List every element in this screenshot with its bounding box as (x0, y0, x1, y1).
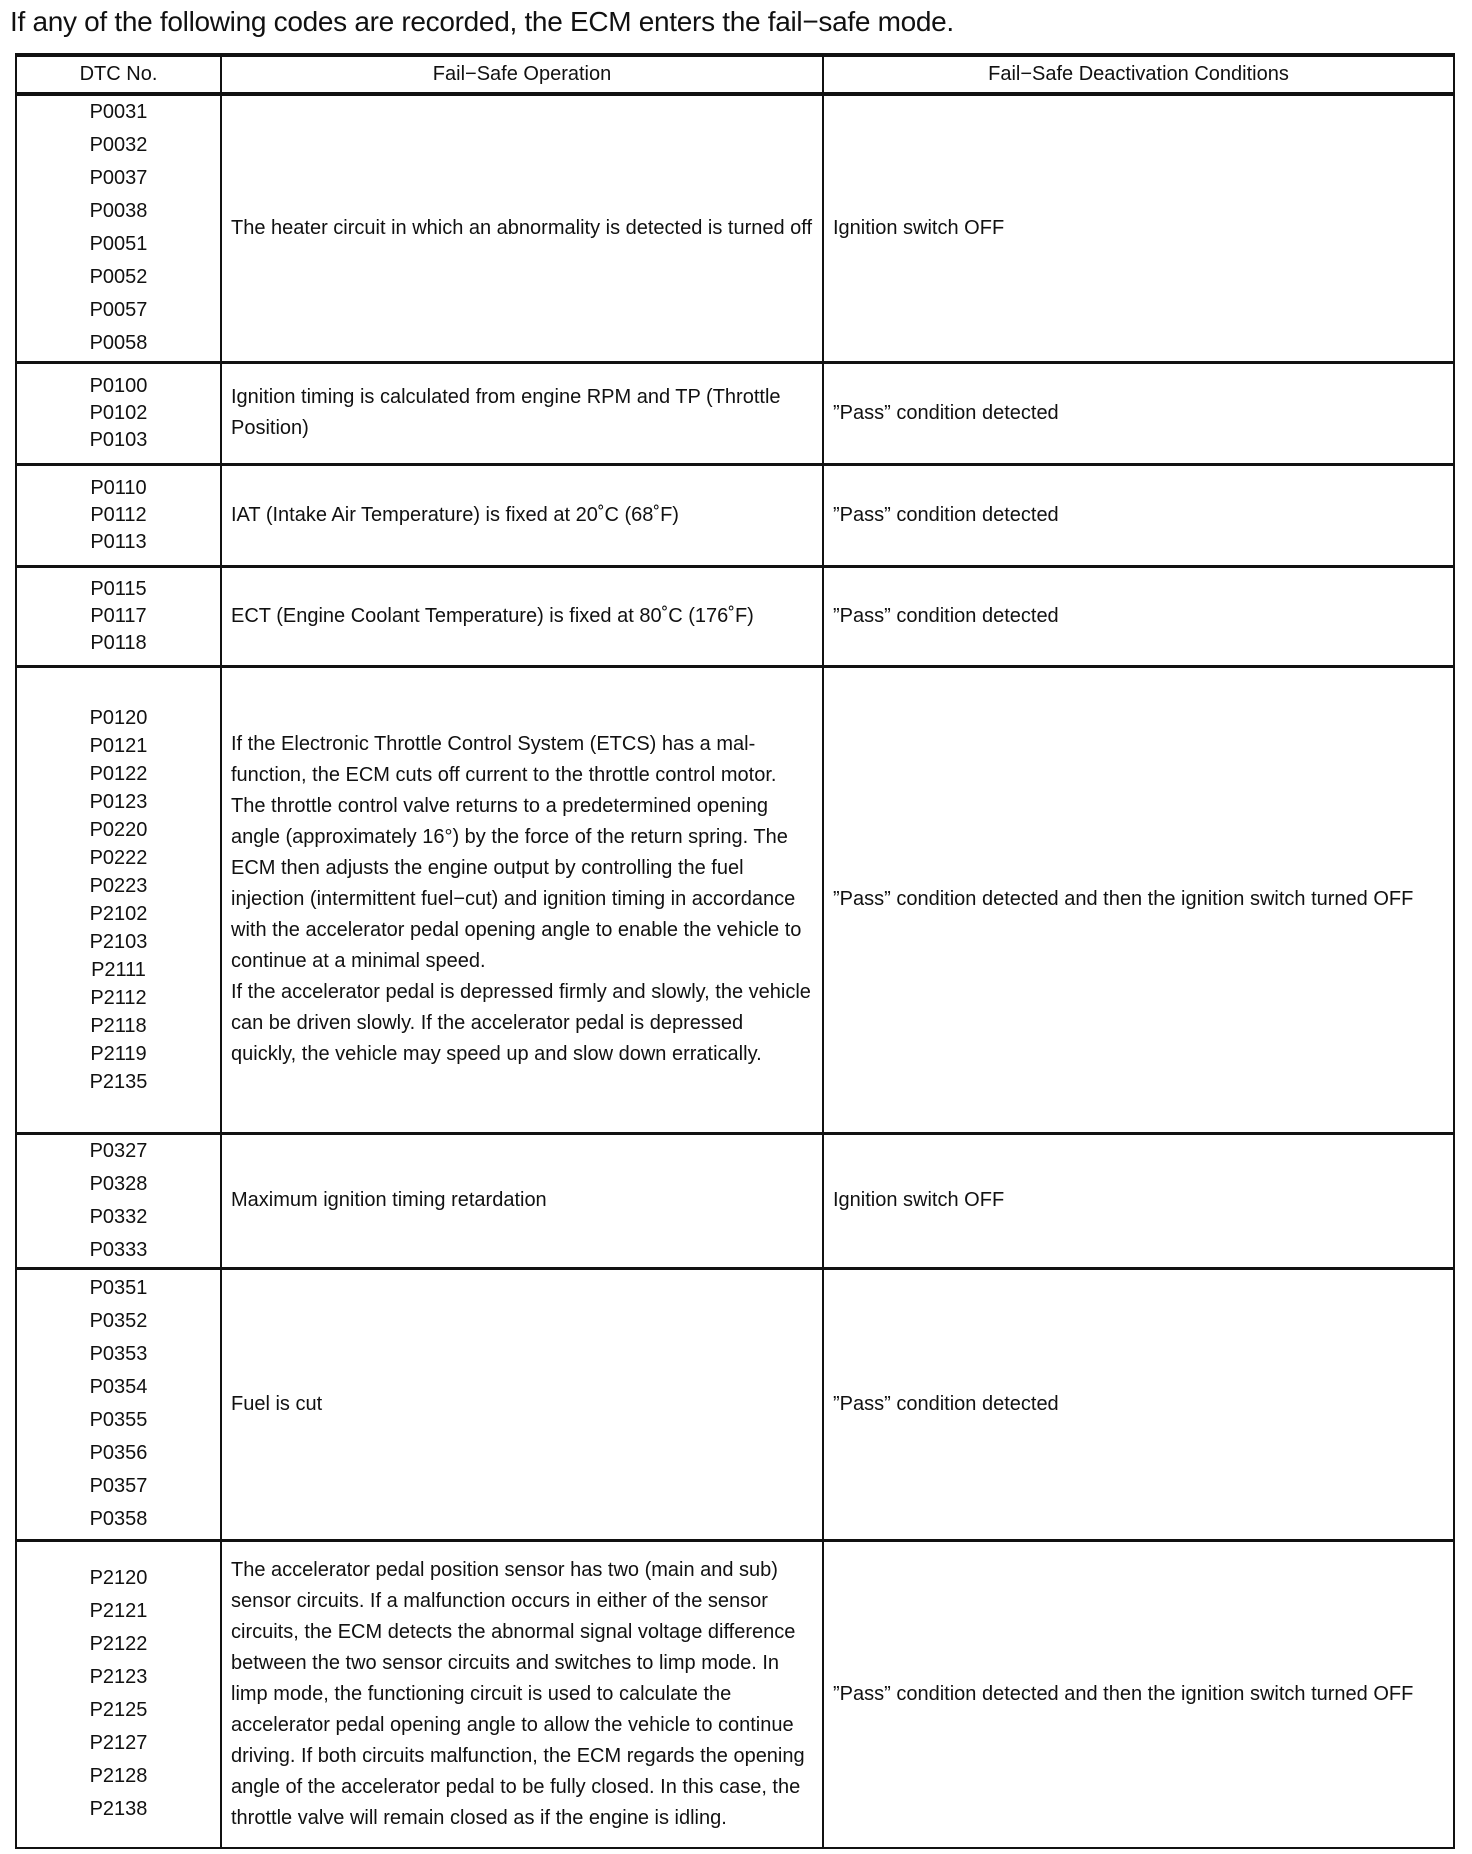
table-row (16, 362, 1454, 464)
dtc-code: P0122 (89, 762, 148, 785)
fail-safe-operation-cell (221, 1268, 823, 1540)
dtc-code: P0118 (90, 631, 147, 654)
dtc-code: P0037 (89, 167, 148, 190)
deactivation-condition-cell: Ignition switch OFF (823, 94, 1454, 362)
dtc-code: P0031 (89, 101, 148, 124)
dtc-code: P2118 (90, 1014, 147, 1037)
dtc-code: P0052 (89, 266, 148, 289)
deactivation-condition-cell: Ignition switch OFF (823, 1133, 1454, 1268)
dtc-code: P0110 (90, 476, 147, 499)
dtc-code: P2119 (90, 1042, 147, 1065)
dtc-code: P0117 (90, 604, 147, 627)
dtc-code: P0057 (89, 299, 148, 322)
dtc-code: P2120 (89, 1567, 148, 1590)
dtc-code: P0115 (90, 577, 147, 600)
table-row (16, 464, 1454, 566)
dtc-code: P0120 (89, 706, 148, 729)
dtc-code: P0038 (89, 200, 148, 223)
dtc-code: P0354 (89, 1376, 148, 1398)
dtc-codes-cell (16, 666, 221, 1133)
table-header-row (16, 55, 1454, 94)
dtc-code: P0222 (89, 846, 148, 869)
deactivation-condition-cell: ”Pass” condition detected (823, 566, 1454, 666)
fail-safe-operation-cell (221, 362, 823, 464)
dtc-codes-cell (16, 1133, 221, 1268)
operation-text: IAT (Intake Air Temperature) is fixed at 20˚C (68˚F) (231, 503, 679, 526)
dtc-code: P0121 (89, 734, 148, 757)
dtc-code: P0100 (89, 374, 148, 397)
dtc-code: P0357 (89, 1475, 148, 1497)
header-deactivation-conditions: Fail−Safe Deactivation Conditions (823, 55, 1454, 94)
dtc-codes-cell (16, 362, 221, 464)
dtc-code: P0333 (89, 1238, 148, 1261)
dtc-code: P0355 (89, 1409, 148, 1431)
intro-text: If any of the following codes are recorded, the ECM enters the fail−safe mode. (10, 6, 954, 37)
dtc-code: P0356 (89, 1442, 148, 1464)
dtc-code: P2121 (89, 1600, 148, 1623)
dtc-codes-cell (16, 464, 221, 566)
operation-text: The heater circuit in which an abnormality is detected is turned off (231, 216, 813, 239)
dtc-codes-cell (16, 566, 221, 666)
fail-safe-operation-cell (221, 1540, 823, 1848)
operation-text-2: If the accelerator pedal is depressed firmly and slowly, the vehicle can be driven slowly. If the accelerator pedal is depressed quickly, the vehicle may speed up and slow down erratically. (231, 981, 811, 1065)
dtc-code: P2125 (89, 1699, 148, 1722)
dtc-code: P2127 (89, 1732, 148, 1755)
operation-text: If the Electronic Throttle Control System (ETCS) has a malfunction, the ECM cuts off current to the throttle control motor. The throttle control valve returns to a predetermined opening angle (approximately 16°) by the force of the return spring. The ECM then adjusts the engine output by controlling the fuel injection (intermittent fuel−cut) and ignition timing in accordance with the accelerator pedal opening angle to enable the vehicle to continue at a minimal speed. (231, 733, 802, 972)
dtc-codes-cell (16, 1268, 221, 1540)
operation-text: ECT (Engine Coolant Temperature) is fixed at 80˚C (176˚F) (231, 604, 754, 627)
dtc-code: P0353 (89, 1343, 148, 1365)
dtc-code: P0102 (89, 401, 148, 424)
dtc-code: P0051 (89, 233, 148, 256)
table-row (16, 1540, 1454, 1848)
dtc-code: P0223 (89, 874, 148, 897)
dtc-codes-cell (16, 1540, 221, 1848)
fail-safe-operation-cell (221, 464, 823, 566)
header-fail-safe-operation: Fail−Safe Operation (221, 55, 823, 94)
dtc-code: P2111 (91, 958, 146, 981)
table-row (16, 566, 1454, 666)
dtc-code: P0351 (89, 1277, 148, 1299)
header-dtc-no: DTC No. (16, 55, 221, 94)
operation-text: Fuel is cut (231, 1392, 323, 1415)
operation-text: The accelerator pedal position sensor has two (main and sub) sensor circuits. If a malfunction occurs in either of the sensor circuits, the ECM detects the abnormal signal voltage difference between the two sensor circuits and switches to limp mode. In limp mode, the functioning circuit is used to calculate the accelerator pedal opening angle to allow the vehicle to continue driving. If both circuits malfunction, the ECM regards the opening angle of the accelerator pedal to be fully closed. In this case, the throttle valve will remain closed as if the engine is idling. (231, 1558, 805, 1829)
deactivation-condition-cell: ”Pass” condition detected and then the ignition switch turned OFF (823, 666, 1454, 1133)
dtc-code: P0220 (89, 818, 148, 841)
deactivation-condition-cell: ”Pass” condition detected (823, 362, 1454, 464)
dtc-code: P2112 (90, 986, 147, 1009)
table-row (16, 1133, 1454, 1268)
dtc-code: P2123 (89, 1666, 148, 1689)
table-row (16, 1268, 1454, 1540)
dtc-code: P2122 (89, 1633, 148, 1656)
fail-safe-operation-cell (221, 666, 823, 1133)
fail-safe-operation-cell (221, 566, 823, 666)
deactivation-condition-cell: ”Pass” condition detected (823, 1268, 1454, 1540)
fail-safe-operation-cell (221, 94, 823, 362)
dtc-code: P2135 (89, 1070, 148, 1093)
dtc-codes-cell (16, 94, 221, 362)
dtc-code: P0103 (89, 428, 148, 451)
dtc-code: P2102 (89, 902, 148, 925)
fail-safe-table (15, 53, 1455, 1849)
dtc-code: P0332 (89, 1205, 148, 1228)
table-row (16, 666, 1454, 1133)
dtc-code: P2128 (89, 1765, 148, 1788)
dtc-code: P0123 (89, 790, 148, 813)
fail-safe-operation-cell (221, 1133, 823, 1268)
operation-text: Ignition timing is calculated from engine RPM and TP (Throttle Position) (231, 386, 781, 439)
dtc-code: P0058 (89, 332, 148, 355)
deactivation-condition-cell: ”Pass” condition detected and then the ignition switch turned OFF (823, 1540, 1454, 1848)
dtc-code: P0112 (90, 503, 147, 526)
dtc-code: P0358 (89, 1508, 148, 1530)
dtc-code: P0113 (90, 530, 147, 553)
deactivation-condition-cell: ”Pass” condition detected (823, 464, 1454, 566)
dtc-code: P0032 (89, 134, 148, 157)
dtc-code: P0327 (89, 1139, 148, 1162)
dtc-code: P2103 (89, 930, 148, 953)
dtc-code: P0328 (89, 1172, 148, 1195)
table-row (16, 94, 1454, 362)
dtc-code: P2138 (89, 1798, 148, 1821)
operation-text: Maximum ignition timing retardation (231, 1189, 547, 1211)
dtc-code: P0352 (89, 1310, 148, 1332)
